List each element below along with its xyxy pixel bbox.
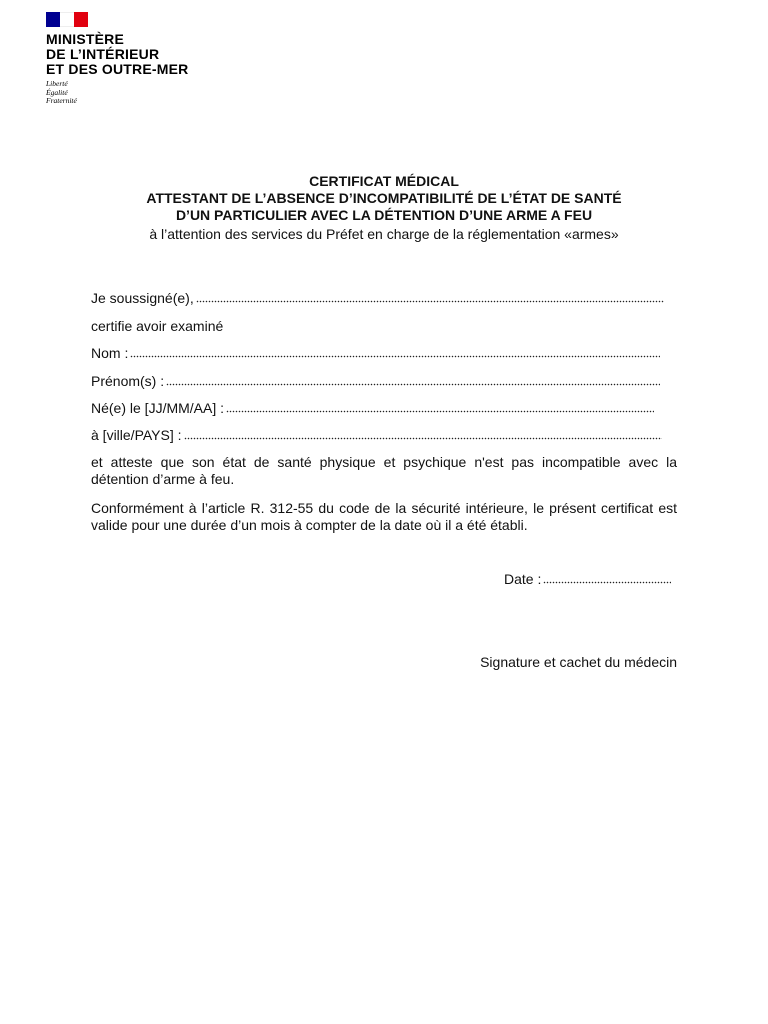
ministry-line-1: MINISTÈRE <box>46 31 125 47</box>
ministry-line-3: ET DES OUTRE-MER <box>46 61 189 77</box>
signature-label: Signature et cachet du médecin <box>480 654 677 670</box>
prenom-fill-line[interactable] <box>166 382 660 386</box>
french-flag-icon <box>46 12 88 27</box>
prenom-field <box>91 372 660 390</box>
prenom-label: Prénom(s) : <box>91 373 165 389</box>
title-line-1: CERTIFICAT MÉDICAL <box>309 173 459 189</box>
soussigne-field <box>91 289 664 307</box>
naissance-label: Né(e) le [JJ/MM/AA] : <box>91 400 225 416</box>
certifie-text: certifie avoir examiné <box>91 318 224 334</box>
ministry-name <box>46 32 206 77</box>
ministry-logo <box>46 12 206 106</box>
date-label: Date : <box>504 571 542 587</box>
ville-field <box>91 426 662 444</box>
ville-fill-line[interactable] <box>184 436 662 440</box>
motto-egalite: Égalité <box>46 87 68 97</box>
naissance-field <box>91 399 654 417</box>
motto-liberte: Liberté <box>46 79 68 88</box>
title-line-3: D’UN PARTICULIER AVEC LA DÉTENTION D’UNE ARME A FEU <box>175 207 593 223</box>
soussigne-label: Je soussigné(e), <box>91 290 194 306</box>
naissance-fill-line[interactable] <box>226 409 654 413</box>
nom-fill-line[interactable] <box>130 354 660 358</box>
attestation-paragraph: et atteste que son état de santé physique et psychique n'est pas incompatible avec la détention d’arme à feu. <box>91 454 677 487</box>
republic-motto <box>46 80 206 106</box>
soussigne-fill-line[interactable] <box>196 299 664 303</box>
title-subtitle: à l’attention des services du Préfet en charge de la réglementation «armes» <box>149 226 619 242</box>
ministry-line-2: DE L’INTÉRIEUR <box>46 46 160 62</box>
title-line-2: ATTESTANT DE L’ABSENCE D’INCOMPATIBILITÉ DE L’ÉTAT DE SANTÉ <box>146 190 622 206</box>
nom-field <box>91 344 660 362</box>
date-fill-line[interactable] <box>543 580 671 584</box>
certificate-title <box>60 173 708 243</box>
ville-label: à [ville/PAYS] : <box>91 427 182 443</box>
motto-fraternite: Fraternité <box>46 96 77 105</box>
validity-paragraph: Conformément à l’article R. 312-55 du code de la sécurité intérieure, le présent certificat est valide pour une durée d’un mois à compter de la date où il a été établi. <box>91 500 677 533</box>
date-field <box>504 570 671 588</box>
nom-label: Nom : <box>91 345 129 361</box>
